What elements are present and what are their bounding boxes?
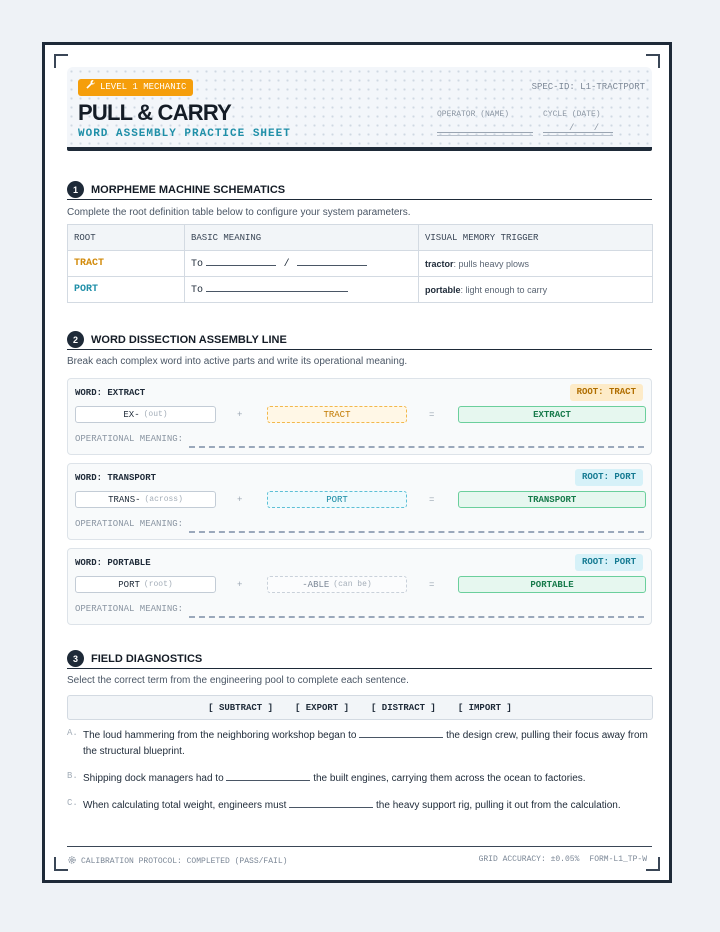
corner-mark (54, 857, 68, 871)
question-text: the heavy support rig, pulling it out from the calculation. (376, 800, 621, 811)
footer-accuracy: GRID ACCURACY: ±0.05% (478, 855, 580, 864)
plus-sign: + (237, 580, 243, 590)
root-text: PORT (326, 494, 348, 505)
section2-title: WORD DISSECTION ASSEMBLY LINE (91, 333, 287, 346)
question-text: the design crew, pulling their focus away from the structural blueprint. (83, 730, 648, 757)
cycle-field-underline (543, 135, 613, 136)
corner-mark (54, 54, 68, 68)
answer-blank[interactable] (226, 780, 310, 781)
prefix-text: EX- (123, 409, 140, 420)
root-cell: PORT (68, 277, 185, 303)
meaning-blank[interactable] (206, 265, 276, 266)
column-header: ROOT (68, 225, 185, 251)
question-letter: C. (67, 798, 78, 808)
question-letter: A. (67, 728, 78, 738)
corner-mark (646, 857, 660, 871)
section2-instruction: Break each complex word into active parts and write its operational meaning. (67, 356, 408, 367)
spec-id: SPEC-ID: L1-TRACTPORT (531, 82, 645, 92)
answer-blank[interactable] (289, 807, 373, 808)
root-box[interactable] (267, 491, 407, 508)
trigger-word: portable (425, 284, 461, 295)
pool-term[interactable]: [ DISTRACT ] (371, 702, 436, 713)
section2-heading (67, 331, 287, 348)
table-header-row (68, 225, 653, 251)
gear-icon (67, 855, 77, 868)
equals-sign: = (429, 495, 435, 505)
root-text: TRACT (323, 409, 351, 420)
question-text: the built engines, carrying them across the ocean to factories. (313, 773, 586, 784)
word-card-transport (67, 463, 652, 540)
root-cell: TRACT (68, 251, 185, 277)
meaning-blank[interactable] (297, 265, 367, 266)
section3-heading (67, 650, 202, 667)
section1-rule (67, 199, 652, 200)
answer-blank[interactable] (359, 737, 443, 738)
root-box[interactable] (267, 406, 407, 423)
result-text: EXTRACT (533, 409, 571, 420)
pool-term[interactable]: [ SUBTRACT ] (208, 702, 273, 713)
section1-title: MORPHEME MACHINE SCHEMATICS (91, 183, 286, 196)
trigger-cell (419, 277, 653, 303)
operational-meaning-field[interactable] (189, 531, 644, 533)
operational-meaning-field[interactable] (189, 616, 644, 618)
question-text: When calculating total weight, engineers must (83, 800, 287, 811)
wrench-icon (85, 79, 96, 97)
table-row (68, 251, 653, 277)
word-label: WORD: TRANSPORT (75, 473, 157, 483)
prefix-text: PORT (118, 579, 140, 590)
suffix-hint: (can be) (333, 580, 372, 589)
page-subtitle: WORD ASSEMBLY PRACTICE SHEET (78, 128, 291, 140)
operational-meaning-field[interactable] (189, 446, 644, 448)
prefix-hint: (across) (144, 495, 183, 504)
question-a (67, 728, 653, 760)
sheet-header (67, 67, 652, 151)
footer-protocol (67, 855, 287, 868)
prefix-hint: (out) (143, 410, 168, 419)
suffix-box[interactable] (267, 576, 407, 593)
question-b (67, 771, 653, 787)
root-table (67, 224, 653, 303)
meaning-prefix: To (191, 284, 204, 296)
root-tag: ROOT: PORT (575, 469, 643, 486)
result-box[interactable] (458, 491, 646, 508)
section1-instruction: Complete the root definition table below to configure your system parameters. (67, 207, 411, 218)
prefix-text: TRANS- (108, 494, 141, 505)
prefix-hint: (root) (143, 580, 173, 589)
result-box[interactable] (458, 576, 646, 593)
section1-heading (67, 181, 285, 198)
level-badge (78, 79, 193, 96)
section2-rule (67, 349, 652, 350)
root-tag: ROOT: PORT (575, 554, 643, 571)
plus-sign: + (237, 495, 243, 505)
operator-field-underline (437, 135, 533, 136)
section3-instruction: Select the correct term from the engineering pool to complete each sentence. (67, 675, 409, 686)
result-box[interactable] (458, 406, 646, 423)
prefix-box[interactable] (75, 576, 216, 593)
worksheet (42, 42, 672, 883)
suffix-text: -ABLE (302, 579, 330, 590)
question-text: The loud hammering from the neighboring workshop began to (83, 730, 357, 741)
operational-meaning-label: OPERATIONAL MEANING: (75, 434, 184, 444)
meaning-separator: / (283, 258, 290, 270)
word-label: WORD: PORTABLE (75, 558, 151, 568)
meaning-blank[interactable] (206, 291, 348, 292)
pool-term[interactable]: [ EXPORT ] (294, 702, 349, 713)
cycle-date-mask: / / (569, 123, 600, 133)
section3-number: 3 (67, 650, 84, 667)
equals-sign: = (429, 580, 435, 590)
meaning-cell (185, 277, 419, 303)
column-header: VISUAL MEMORY TRIGGER (419, 225, 653, 251)
word-card-portable (67, 548, 652, 625)
footer-protocol-text: CALIBRATION PROTOCOL: COMPLETED (PASS/FAIL) (81, 857, 288, 866)
pool-term[interactable]: [ IMPORT ] (457, 702, 512, 713)
operator-field[interactable] (437, 132, 533, 133)
root-tag: ROOT: TRACT (570, 384, 643, 401)
cycle-label: CYCLE (DATE) (543, 110, 601, 119)
section1-number: 1 (67, 181, 84, 198)
footer-form-id: FORM-L1_TP-W (589, 855, 647, 864)
question-c (67, 798, 653, 814)
meaning-cell (185, 251, 419, 277)
meaning-prefix: To (191, 258, 204, 270)
page-title: PULL & CARRY (78, 100, 231, 125)
trigger-cell (419, 251, 653, 277)
word-label: WORD: EXTRACT (75, 388, 146, 398)
footer-rule (67, 846, 652, 847)
prefix-box[interactable] (75, 406, 216, 423)
footer-right (479, 855, 647, 864)
operational-meaning-label: OPERATIONAL MEANING: (75, 604, 184, 614)
section3-title: FIELD DIAGNOSTICS (91, 652, 203, 665)
level-badge-label: LEVEL 1 MECHANIC (100, 82, 187, 92)
prefix-box[interactable] (75, 491, 216, 508)
operational-meaning-label: OPERATIONAL MEANING: (75, 519, 184, 529)
section2-number: 2 (67, 331, 84, 348)
trigger-text: : light enough to carry (460, 284, 548, 295)
corner-mark (646, 54, 660, 68)
operator-label: OPERATOR (NAME) (437, 110, 510, 119)
result-text: PORTABLE (530, 579, 574, 590)
trigger-text: : pulls heavy plows (453, 258, 530, 269)
plus-sign: + (237, 410, 243, 420)
table-row (68, 277, 653, 303)
word-pool (67, 695, 653, 720)
equals-sign: = (429, 410, 435, 420)
section3-rule (67, 668, 652, 669)
result-text: TRANSPORT (527, 494, 577, 505)
column-header: BASIC MEANING (185, 225, 419, 251)
question-letter: B. (67, 771, 78, 781)
question-text: Shipping dock managers had to (83, 773, 224, 784)
trigger-word: tractor (425, 258, 454, 269)
word-card-extract (67, 378, 652, 455)
